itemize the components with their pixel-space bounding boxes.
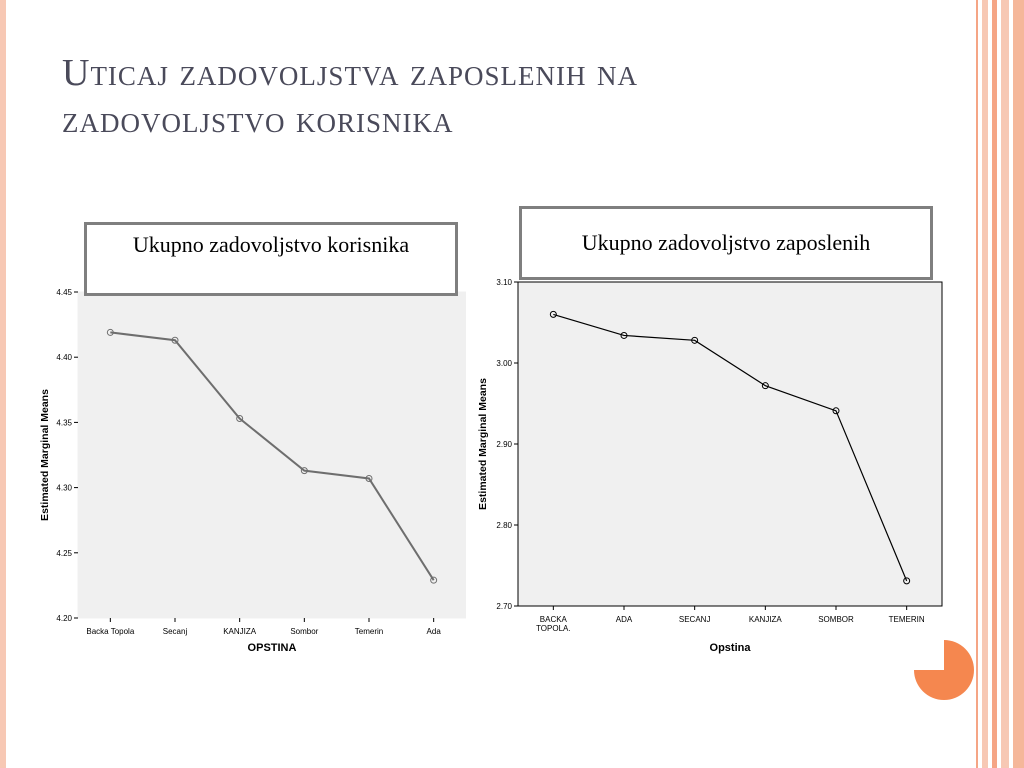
y-tick-label: 4.45 [56,288,72,297]
y-axis-title: Estimated Marginal Means [39,389,51,521]
y-tick-label: 2.90 [496,440,512,449]
chart-caption-employees: Ukupno zadovoljstvo zaposlenih [519,206,933,280]
slide-title-line2: zadovoljstvo korisnika [62,99,454,142]
x-tick-label: Backa Topola [86,627,135,636]
y-tick-label: 4.35 [56,418,72,428]
x-tick-label: KANJIZA [748,615,782,624]
line-chart-svg [30,280,466,660]
y-tick-label: 3.10 [496,278,512,287]
y-tick-label: 2.70 [496,602,512,611]
chart-caption-customers: Ukupno zadovoljstvo korisnika [84,222,458,296]
plot-area [518,282,942,606]
x-axis-title: Opstina [709,642,751,654]
x-tick-label: SOMBOR [818,615,854,624]
chart-customer-satisfaction [30,280,466,660]
y-tick-label: 4.20 [56,614,72,623]
x-tick-label: SECANJ [678,615,711,624]
x-tick-label: ADA [615,615,633,624]
x-tick-label: Sombor [290,627,319,636]
line-chart-svg [470,272,948,662]
x-tick-label: KANJIZA [223,627,257,636]
x-axis-title: OPSTINA [247,642,297,654]
y-tick-label: 3.00 [496,359,512,368]
slide-title [62,50,638,144]
x-tick-label: Temerin [354,627,384,636]
plot-area [78,292,466,618]
x-tick-label: BACKA TOPOLA. [536,615,571,633]
x-tick-label: Ada [426,627,441,636]
left-frame-stripe [0,0,6,768]
chart-employee-satisfaction [470,272,948,662]
y-tick-label: 2.80 [496,521,512,530]
x-tick-label: TEMERIN [888,615,925,624]
y-tick-label: 4.30 [56,483,72,493]
pie-decoration-icon [912,638,976,702]
y-axis-title: Estimated Marginal Means [477,378,489,510]
slide-title-line1: Uticaj zadovoljstva zaposlenih na [62,52,638,94]
x-tick-label: Secanj [162,627,188,636]
y-tick-label: 4.25 [56,548,72,558]
right-decor-stripes [972,0,1024,768]
y-tick-label: 4.40 [56,353,72,363]
